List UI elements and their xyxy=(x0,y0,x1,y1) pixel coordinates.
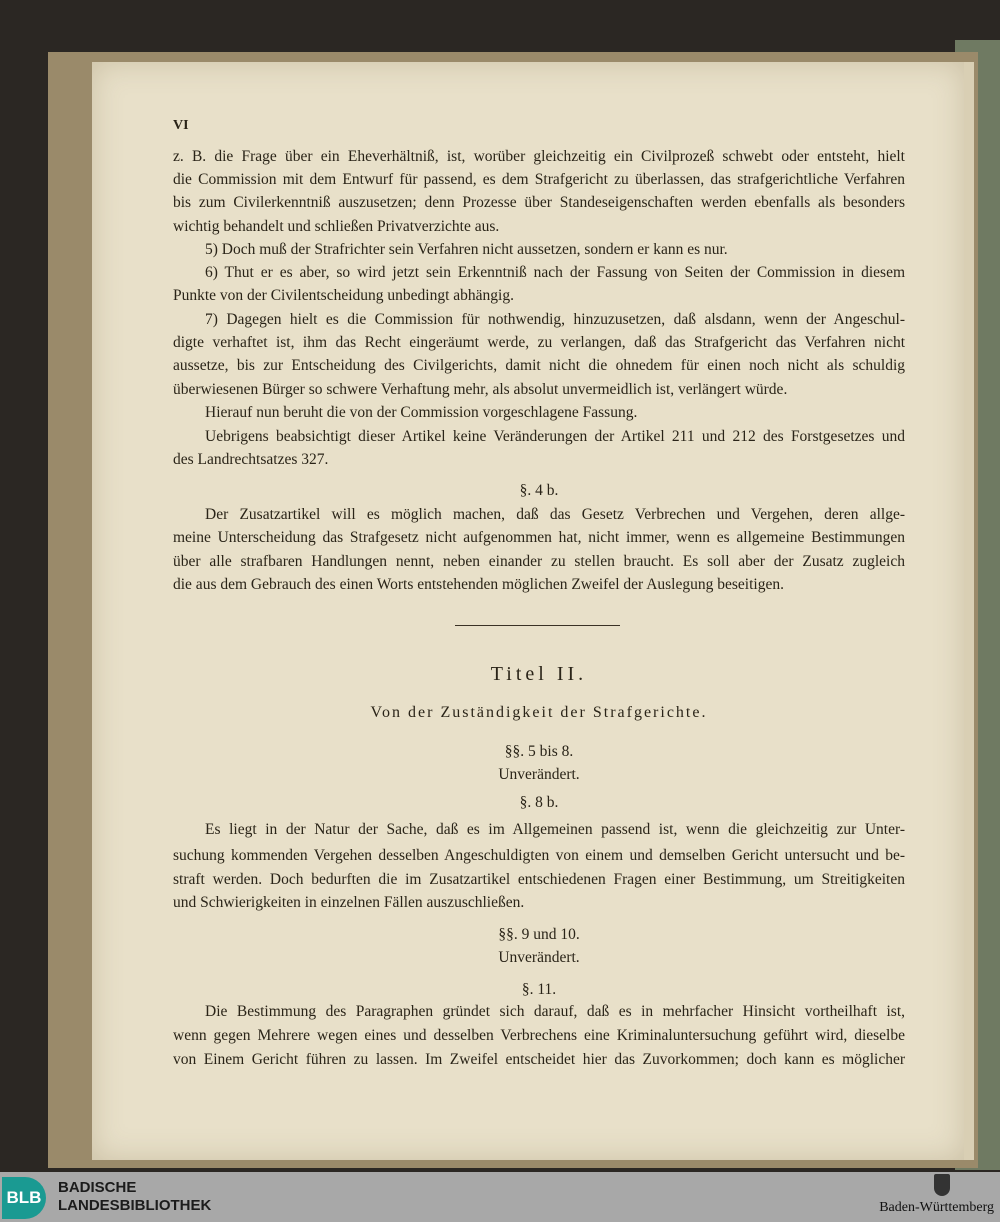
text-line: Es liegt in der Natur der Sache, daß es im Allgemeinen passend ist, wenn die gleichzeitig zur Unter- xyxy=(205,821,905,838)
text-line: aussetze, bis zur Entscheidung des Civilgerichts, damit nicht die ohnedem für einen noch nicht als schuldig xyxy=(173,357,905,374)
section-note: Unverändert. xyxy=(498,949,580,966)
text-line: bis zum Civilerkenntniß auszusetzen; denn Prozesse über Standeseigenschaften werden ebenfalls als besonders xyxy=(173,194,905,211)
text-line: des Landrechtsatzes 327. xyxy=(173,451,329,468)
text-line: meine Unterscheidung das Strafgesetz nicht aufgenommen hat, nicht immer, wenn es allgemeine Bestimmungen xyxy=(173,529,905,546)
page-edge xyxy=(964,62,974,1160)
page-number: VI xyxy=(173,118,189,133)
state-logo-text[interactable]: Baden-Württemberg xyxy=(879,1200,994,1215)
text-line: Der Zusatzartikel will es möglich machen, daß das Gesetz Verbrechen und Vergehen, deren allge- xyxy=(205,506,905,523)
text-line: von Einem Gericht führen zu lassen. Im Zweifel entscheidet hier das Zuvorkommen; doch kann es möglicher xyxy=(173,1051,905,1068)
section-heading-11: §. 11. xyxy=(521,981,557,998)
text-line: Uebrigens beabsichtigt dieser Artikel keine Veränderungen der Artikel 211 und 212 des Forstgesetzes und xyxy=(205,428,905,445)
title-heading: Titel II. xyxy=(490,663,588,685)
blb-logo[interactable]: BLB xyxy=(2,1177,46,1219)
library-name[interactable] xyxy=(58,1179,211,1215)
text-line: überwiesenen Bürger so schwere Verhaftung mehr, als absolut unvermeidlich ist, verlängert würde. xyxy=(173,381,788,398)
text-line: wenn gegen Mehrere wegen eines und desselben Verbrechens eine Kriminaluntersuchung geführt wird, dieselbe xyxy=(173,1027,905,1044)
section-note: Unverändert. xyxy=(498,766,580,783)
text-line: Hierauf nun beruht die von der Commission vorgeschlagene Fassung. xyxy=(205,404,638,421)
text-line: die Commission mit dem Entwurf für passend, es dem Strafgericht zu überlassen, das strafgerichtliche Verfahren xyxy=(173,171,905,188)
library-name-line2: LANDESBIBLIOTHEK xyxy=(58,1197,212,1214)
text-line: 6) Thut er es aber, so wird jetzt sein Erkenntniß nach der Fassung von Seiten der Commission in diesem xyxy=(205,264,905,281)
title-subheading: Von der Zuständigkeit der Strafgerichte. xyxy=(370,704,708,721)
text-line: Die Bestimmung des Paragraphen gründet sich darauf, daß es in mehrfacher Hinsicht vortheilhaft ist, xyxy=(205,1003,905,1020)
text-line: digte verhaftet ist, ihm das Recht eingeräumt werde, zu verlangen, daß das Strafgericht das Verfahren nicht xyxy=(173,334,905,351)
text-line: Punkte von der Civilentscheidung unbedingt abhängig. xyxy=(173,287,514,304)
text-line: die aus dem Gebrauch des einen Worts entstehenden möglichen Zweifel der Auslegung beseitigen. xyxy=(173,576,784,593)
text-line: z. B. die Frage über ein Eheverhältniß, ist, worüber gleichzeitig ein Civilprozeß schwebt oder entsteht, hielt xyxy=(173,148,905,165)
section-heading-5-8: §§. 5 bis 8. xyxy=(504,743,574,760)
text-line: über alle strafbaren Handlungen nennt, neben einander zu stellen braucht. Es soll aber der Zusatz zugleich xyxy=(173,553,905,570)
text-line: und Schwierigkeiten in einzelnen Fällen auszuschließen. xyxy=(173,894,525,911)
coat-of-arms-icon xyxy=(934,1174,950,1196)
library-name-line1: BADISCHE xyxy=(58,1179,137,1196)
section-divider xyxy=(455,625,620,626)
text-line: straft werden. Doch bedurften die im Zusatzartikel entschiedenen Fragen einer Bestimmung, um Streitigkeiten xyxy=(173,871,905,888)
footer-bar xyxy=(0,1172,1000,1222)
section-heading-9-10: §§. 9 und 10. xyxy=(498,926,580,943)
text-line: 5) Doch muß der Strafrichter sein Verfahren nicht aussetzen, sondern er kann es nur. xyxy=(205,241,728,258)
text-line: suchung kommenden Vergehen desselben Angeschuldigten von einem und demselben Gericht untersucht und be- xyxy=(173,847,905,864)
section-heading-4b: §. 4 b. xyxy=(519,482,559,499)
text-line: 7) Dagegen hielt es die Commission für nothwendig, hinzuzusetzen, daß alsdann, wenn der Angeschul- xyxy=(205,311,905,328)
section-heading-8b: §. 8 b. xyxy=(519,794,559,811)
text-line: wichtig behandelt und schließen Privatverzichte aus. xyxy=(173,218,500,235)
